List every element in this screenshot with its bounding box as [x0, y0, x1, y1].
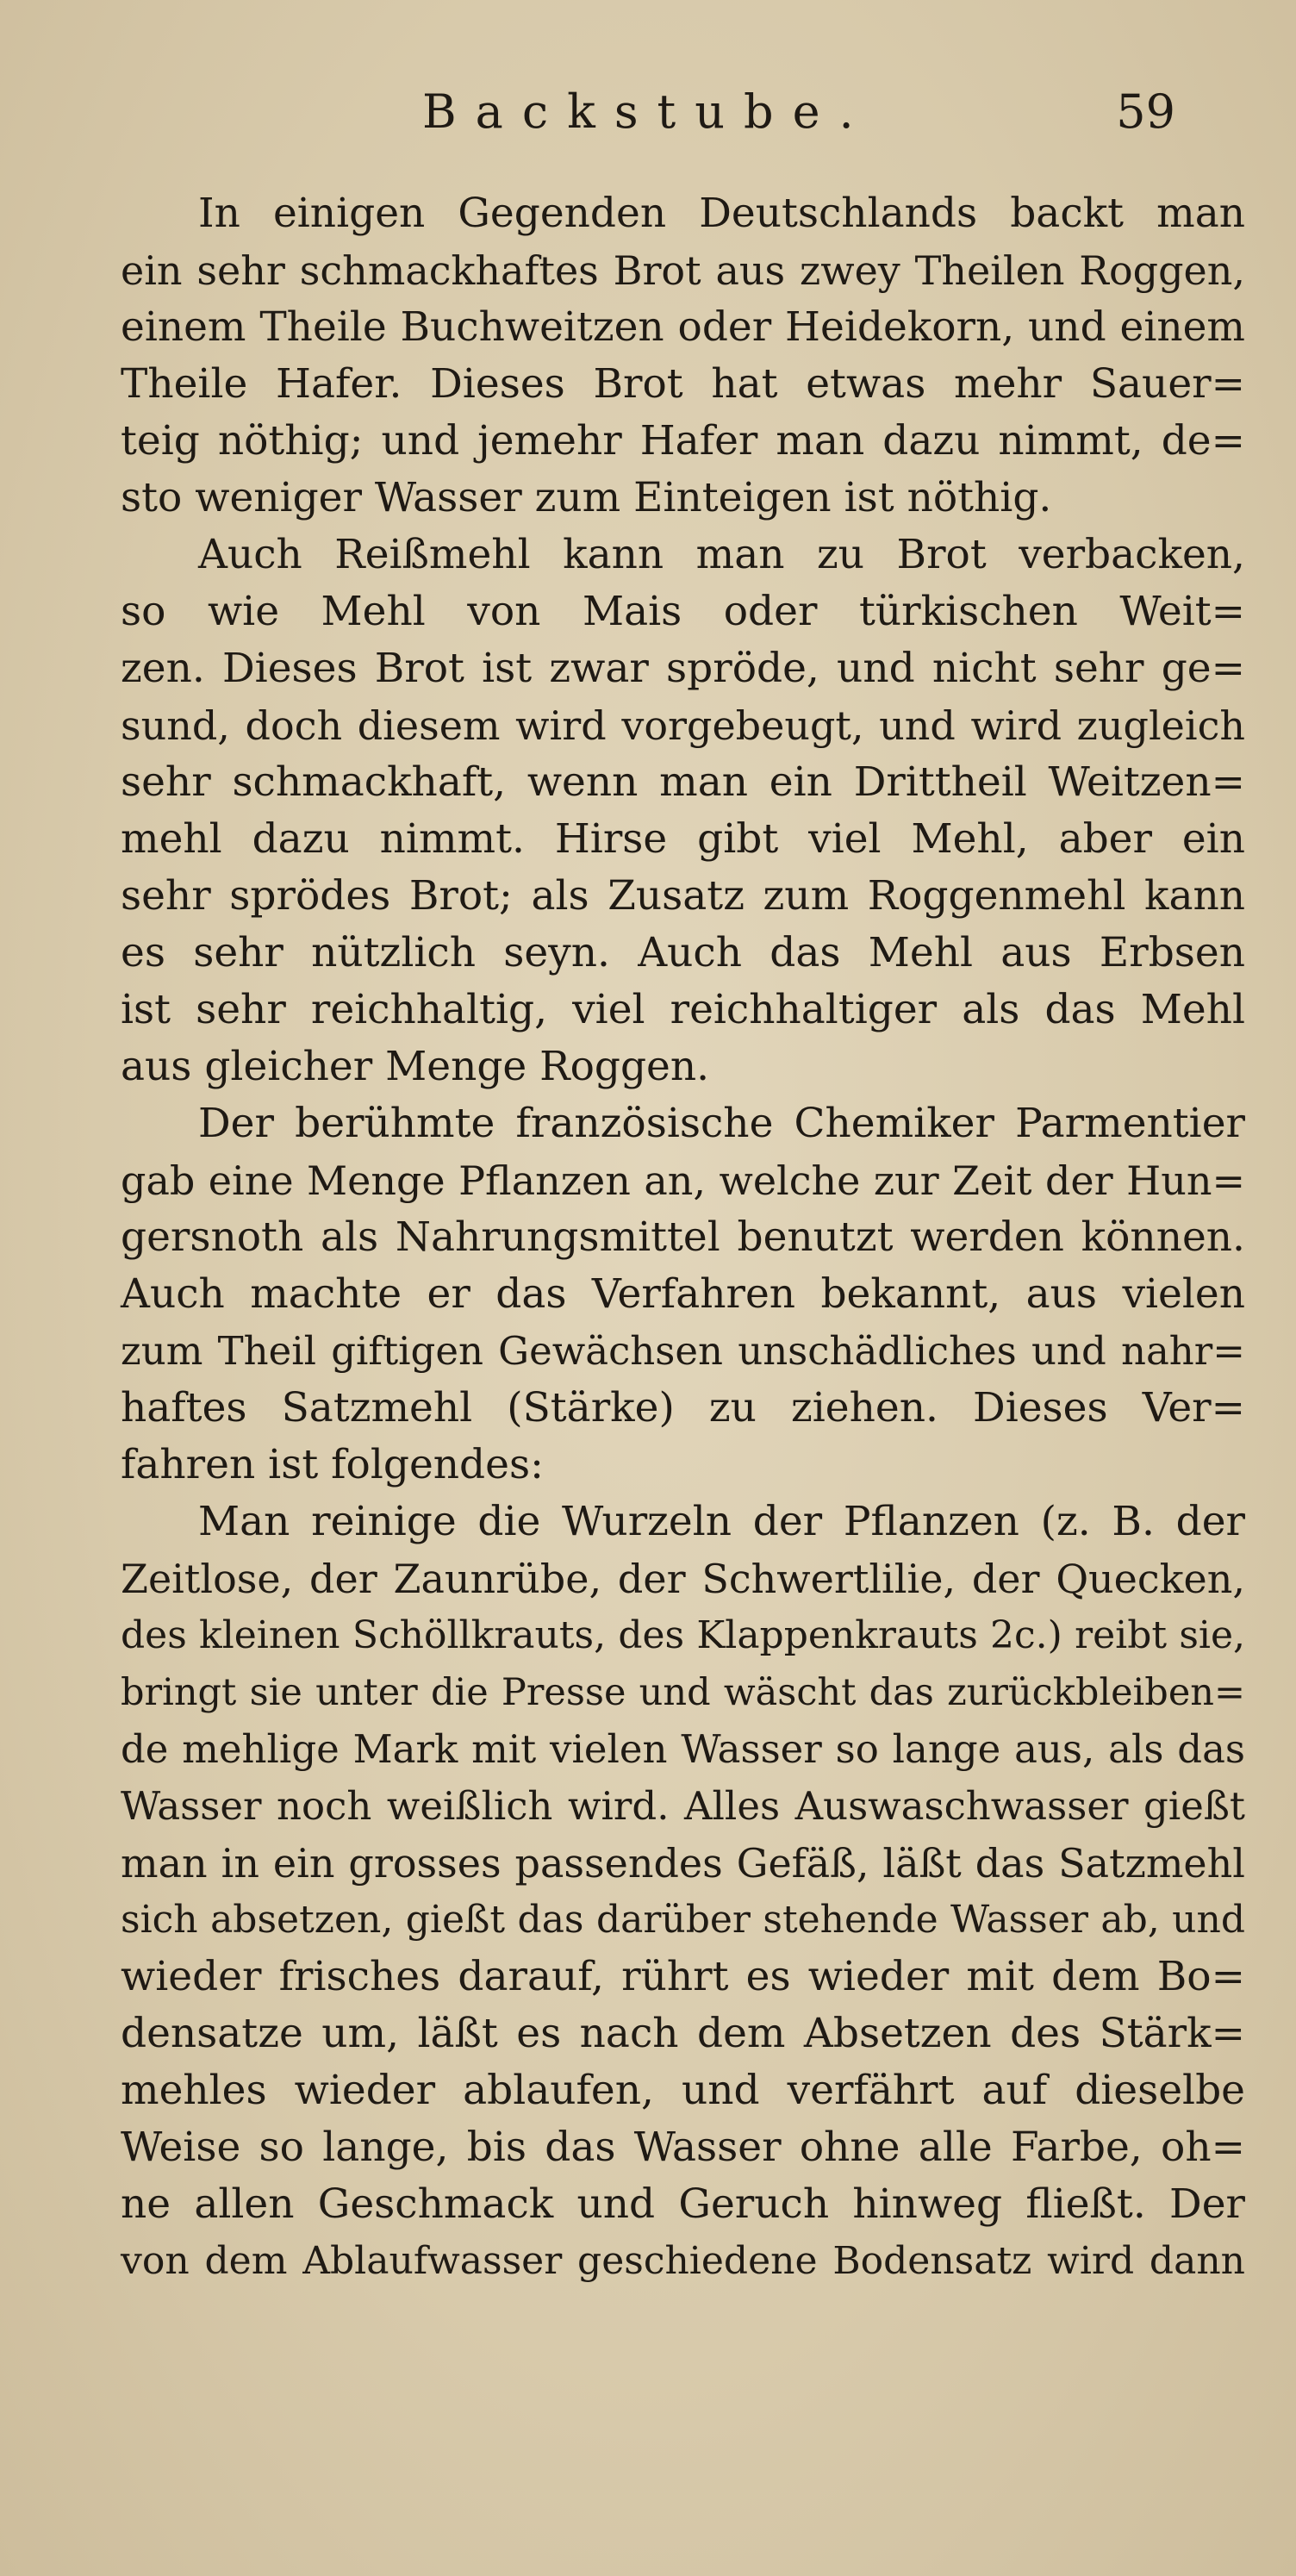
text-line: zen. Dieses Brot ist zwar spröde, und nicht sehr ge= [121, 645, 1245, 692]
text-line: zum Theil giftigen Gewächsen unschädliches und nahr= [121, 1328, 1245, 1374]
text-line: man in ein grosses passendes Gefäß, läßt das Satzmehl [121, 1840, 1245, 1887]
text-line: sto weniger Wasser zum Einteigen ist nöthig. [121, 474, 1052, 521]
text-line: mehl dazu nimmt. Hirse gibt viel Mehl, aber ein [121, 815, 1245, 863]
text-line: Weise so lange, bis das Wasser ohne alle Farbe, oh= [121, 2124, 1245, 2171]
page-header [129, 82, 1201, 142]
text-line: sehr sprödes Brot; als Zusatz zum Roggenmehl kann [121, 872, 1245, 920]
body-text [121, 185, 1245, 2290]
text-line: gersnoth als Nahrungsmittel benutzt werden können. [121, 1213, 1245, 1261]
text-line: Wasser noch weißlich wird. Alles Auswaschwasser gießt [121, 1783, 1245, 1829]
text-line: sehr schmackhaft, wenn man ein Drittheil Weitzen= [121, 758, 1245, 806]
text-line: Zeitlose, der Zaunrübe, der Schwertlilie, der Quecken, [121, 1556, 1245, 1602]
paragraph [121, 1494, 1245, 2290]
text-line: Man reinige die Wurzeln der Pflanzen (z. B. der [198, 1498, 1245, 1545]
text-line: Der berühmte französische Chemiker Parmentier [198, 1100, 1245, 1147]
text-line: fahren ist folgendes: [121, 1441, 544, 1488]
text-line: haftes Satzmehl (Stärke) zu ziehen. Dieses Ver= [121, 1384, 1245, 1431]
text-line: sund, doch diesem wird vorgebeugt, und wird zugleich [121, 702, 1245, 749]
text-line: Auch Reißmehl kann man zu Brot verbacken, [198, 531, 1245, 578]
text-line: mehles wieder ablaufen, und verfährt auf dieselbe [121, 2067, 1245, 2114]
text-line: es sehr nützlich seyn. Auch das Mehl aus Erbsen [121, 929, 1245, 976]
text-line: gab eine Menge Pflanzen an, welche zur Zeit der Hun= [121, 1157, 1245, 1204]
text-line: In einigen Gegenden Deutschlands backt man [198, 190, 1245, 237]
paragraph [121, 1095, 1245, 1494]
text-line: ein sehr schmackhaftes Brot aus zwey Theilen Roggen, [121, 247, 1245, 294]
text-line: von dem Ablaufwasser geschiedene Bodensatz wird dann [121, 2239, 1245, 2283]
text-line: bringt sie unter die Presse und wäscht das zurückbleiben= [121, 1671, 1245, 1714]
page-number: 59 [1116, 84, 1175, 139]
text-line: densatze um, läßt es nach dem Absetzen des Stärk= [121, 2010, 1245, 2057]
text-line: ist sehr reichhaltig, viel reichhaltiger als das Mehl [121, 986, 1245, 1033]
text-line: aus gleicher Menge Roggen. [121, 1043, 710, 1090]
text-line: einem Theile Buchweitzen oder Heidekorn, und einem [121, 303, 1245, 351]
text-line: teig nöthig; und jemehr Hafer man dazu nimmt, de= [121, 417, 1245, 465]
text-line: de mehlige Mark mit vielen Wasser so lange aus, als das [121, 1726, 1245, 1772]
text-line: Theile Hafer. Dieses Brot hat etwas mehr Sauer= [121, 360, 1245, 408]
running-head: Backstube. [422, 84, 873, 139]
text-line: Auch machte er das Verfahren bekannt, aus vielen [121, 1270, 1245, 1318]
paragraph [121, 527, 1245, 1095]
text-line: wieder frisches darauf, rührt es wieder mit dem Bo= [121, 1953, 1245, 2000]
text-line: des kleinen Schöllkrauts, des Klappenkrauts 2c.) reibt sie, [121, 1613, 1245, 1657]
text-line: sich absetzen, gießt das darüber stehende Wasser ab, und [121, 1898, 1245, 1942]
text-line: ne allen Geschmack und Geruch hinweg fließt. Der [121, 2180, 1245, 2228]
text-line: so wie Mehl von Mais oder türkischen Weit= [121, 588, 1245, 635]
paragraph [121, 185, 1245, 527]
